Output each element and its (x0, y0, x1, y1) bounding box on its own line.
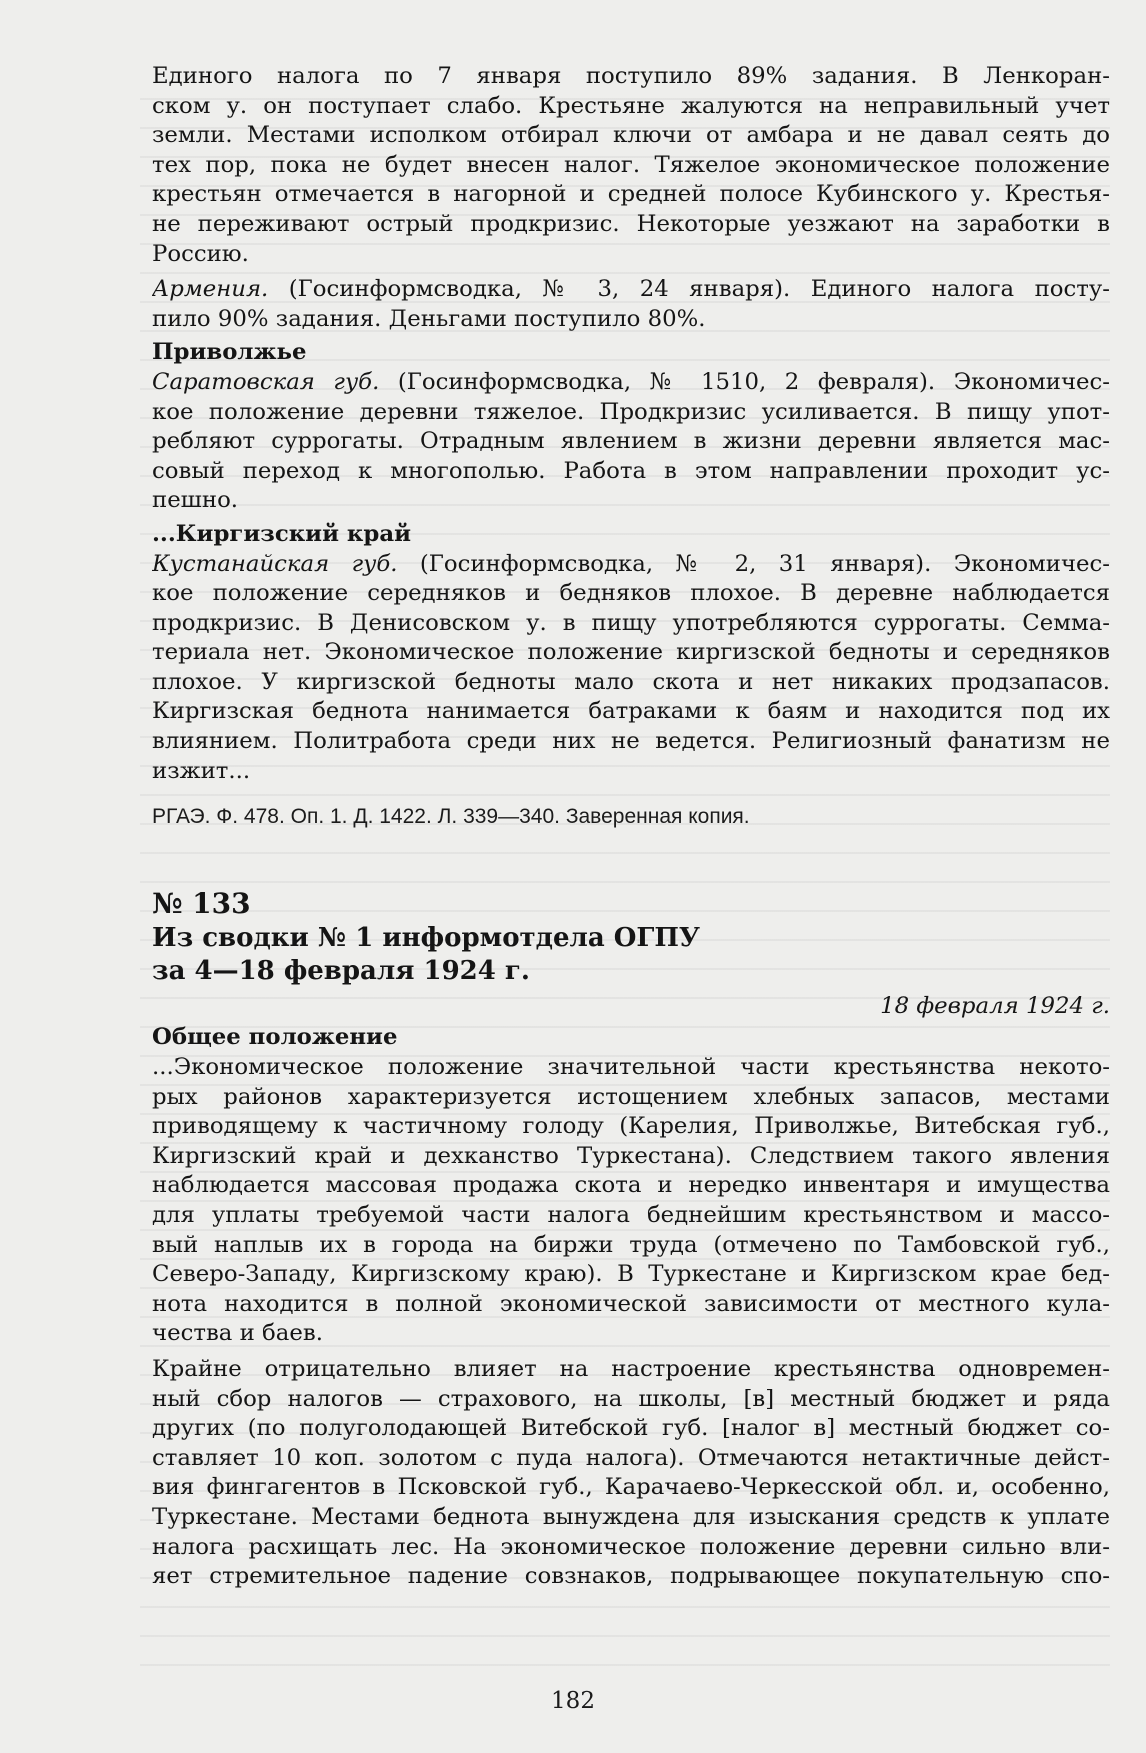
text-line: ребляют суррогаты. Отрадным явлением в жизни деревни является мас- (152, 428, 1110, 455)
text-line: Киргизский край и дехканство Туркестана). Следствием такого явления (152, 1142, 1110, 1169)
text-line: кое положение деревни тяжелое. Продкризис усиливается. В пищу упот- (152, 398, 1110, 425)
text-line: плохое. У киргизской бедноты мало скота и нет никаких продзапасов. (152, 668, 1110, 695)
document-title-line-2: за 4—18 февраля 1924 г. (152, 955, 530, 986)
text-run: (Госинформсводка, № 2, 31 января). Экономичес- (397, 550, 1110, 577)
text-line: Туркестане. Местами беднота вынуждена для изыскания средств к уплате (152, 1503, 1110, 1530)
text-line: других (по полуголодающей Витебской губ. [налог в] местный бюджет со- (152, 1415, 1110, 1442)
archive-reference: РГАЭ. Ф. 478. Оп. 1. Д. 1422. Л. 339—340. Заверенная копия. (152, 805, 750, 829)
text-line: влиянием. Политработа среди них не ведется. Религиозный фанатизм не (152, 728, 1110, 755)
text-line: вый наплыв их в города на биржи труда (отмечено по Тамбовской губ., (152, 1231, 1110, 1258)
paragraph-general-2 (152, 1355, 1110, 1592)
text-line: яет стремительное падение совзнаков, подрывающее покупательную спо- (152, 1563, 1110, 1590)
text-line: совый переход к многополью. Работа в этом направлении проходит ус- (152, 457, 1110, 484)
text-line: для уплаты требуемой части налога беднейшим крестьянством и массо- (152, 1202, 1110, 1228)
paragraph-kustanai (152, 550, 1110, 787)
text-line: изжит... (152, 757, 251, 784)
text-line: ный сбор налогов — страхового, на школы, [в] местный бюджет и ряда (152, 1385, 1110, 1412)
region-name: Саратовская губ. (152, 368, 380, 395)
document-title-line-1: Из сводки № 1 информотдела ОГПУ (152, 922, 701, 953)
text-line: продкризис. В Денисовском у. в пищу употребляются суррогаты. Семма- (152, 609, 1110, 636)
section-heading: Общее положение (152, 1024, 398, 1051)
region-name: Армения. (152, 276, 269, 303)
text-line: Россию. (152, 240, 249, 267)
text-line: приводящему к частичному голоду (Карелия, Приволжье, Витебская губ., (152, 1113, 1110, 1140)
text-run: (Госинформсводка, № 3, 24 января). Единого налога посту- (268, 276, 1110, 303)
text-line: Северо-Западу, Киргизскому краю). В Туркестане и Киргизском крае бед- (152, 1261, 1110, 1288)
text-line: пило 90% задания. Деньгами поступило 80%. (152, 305, 706, 332)
text-line: Киргизская беднота нанимается батраками к баям и находится под их (152, 698, 1110, 725)
paragraph-azerbaijan (152, 62, 1110, 269)
text-line: ...Экономическое положение значительной части крестьянства некото- (152, 1054, 1110, 1081)
text-line: пешно. (152, 487, 239, 514)
text-line: вия фингагентов в Псковской губ., Карачаево-Черкесской обл. и, особенно, (152, 1474, 1110, 1501)
text-line: тех пор, пока не будет внесен налог. Тяжелое экономическое положение (152, 151, 1110, 178)
document-number: № 133 (152, 886, 251, 920)
text-line: крестьян отмечается в нагорной и средней полосе Кубинского у. Крестья- (152, 181, 1110, 208)
text-line: ставляет 10 коп. золотом с пуда налога). Отмечаются нетактичные дейст- (152, 1444, 1110, 1471)
text-line: чества и баев. (152, 1320, 323, 1347)
text-line: наблюдается массовая продажа скота и нередко инвентаря и имущества (152, 1172, 1110, 1199)
text-column (152, 62, 1110, 1592)
text-line: териала нет. Экономическое положение киргизской бедноты и середняков (152, 639, 1110, 666)
paragraph-saratov (152, 368, 1110, 516)
paragraph-armenia (152, 275, 1110, 334)
text-line: Единого налога по 7 января поступило 89% задания. В Ленкоран- (152, 63, 1110, 89)
text-line (152, 550, 1110, 580)
text-line: налога расхищать лес. На экономическое положение деревни сильно вли- (152, 1533, 1110, 1560)
text-run: (Госинформсводка, № 1510, 2 февраля). Экономичес- (379, 368, 1110, 395)
region-name: Кустанайская губ. (152, 550, 398, 577)
text-line (152, 368, 1110, 398)
text-line (152, 275, 1110, 305)
text-line: нота находится в полной экономической зависимости от местного кула- (152, 1290, 1110, 1317)
text-line: рых районов характеризуется истощением хлебных запасов, местами (152, 1083, 1110, 1110)
text-line: Крайне отрицательно влияет на настроение крестьянства одновремен- (152, 1355, 1110, 1382)
text-line: ском у. он поступает слабо. Крестьяне жалуются на неправильный учет (152, 92, 1110, 119)
document-date: 18 февраля 1924 г. (880, 992, 1110, 1019)
text-line: кое положение середняков и бедняков плохое. В деревне наблюдается (152, 580, 1110, 607)
page-number: 182 (551, 1688, 595, 1714)
region-heading-privolzhye: Приволжье (152, 339, 307, 366)
text-line: не переживают острый продкризис. Некоторые уезжают на заработки в (152, 210, 1110, 237)
region-heading-kirgiz: ...Киргизский край (152, 520, 412, 547)
paragraph-general-1 (152, 1053, 1110, 1349)
text-line: земли. Местами исполком отбирал ключи от амбара и не давал сеять до (152, 122, 1110, 149)
